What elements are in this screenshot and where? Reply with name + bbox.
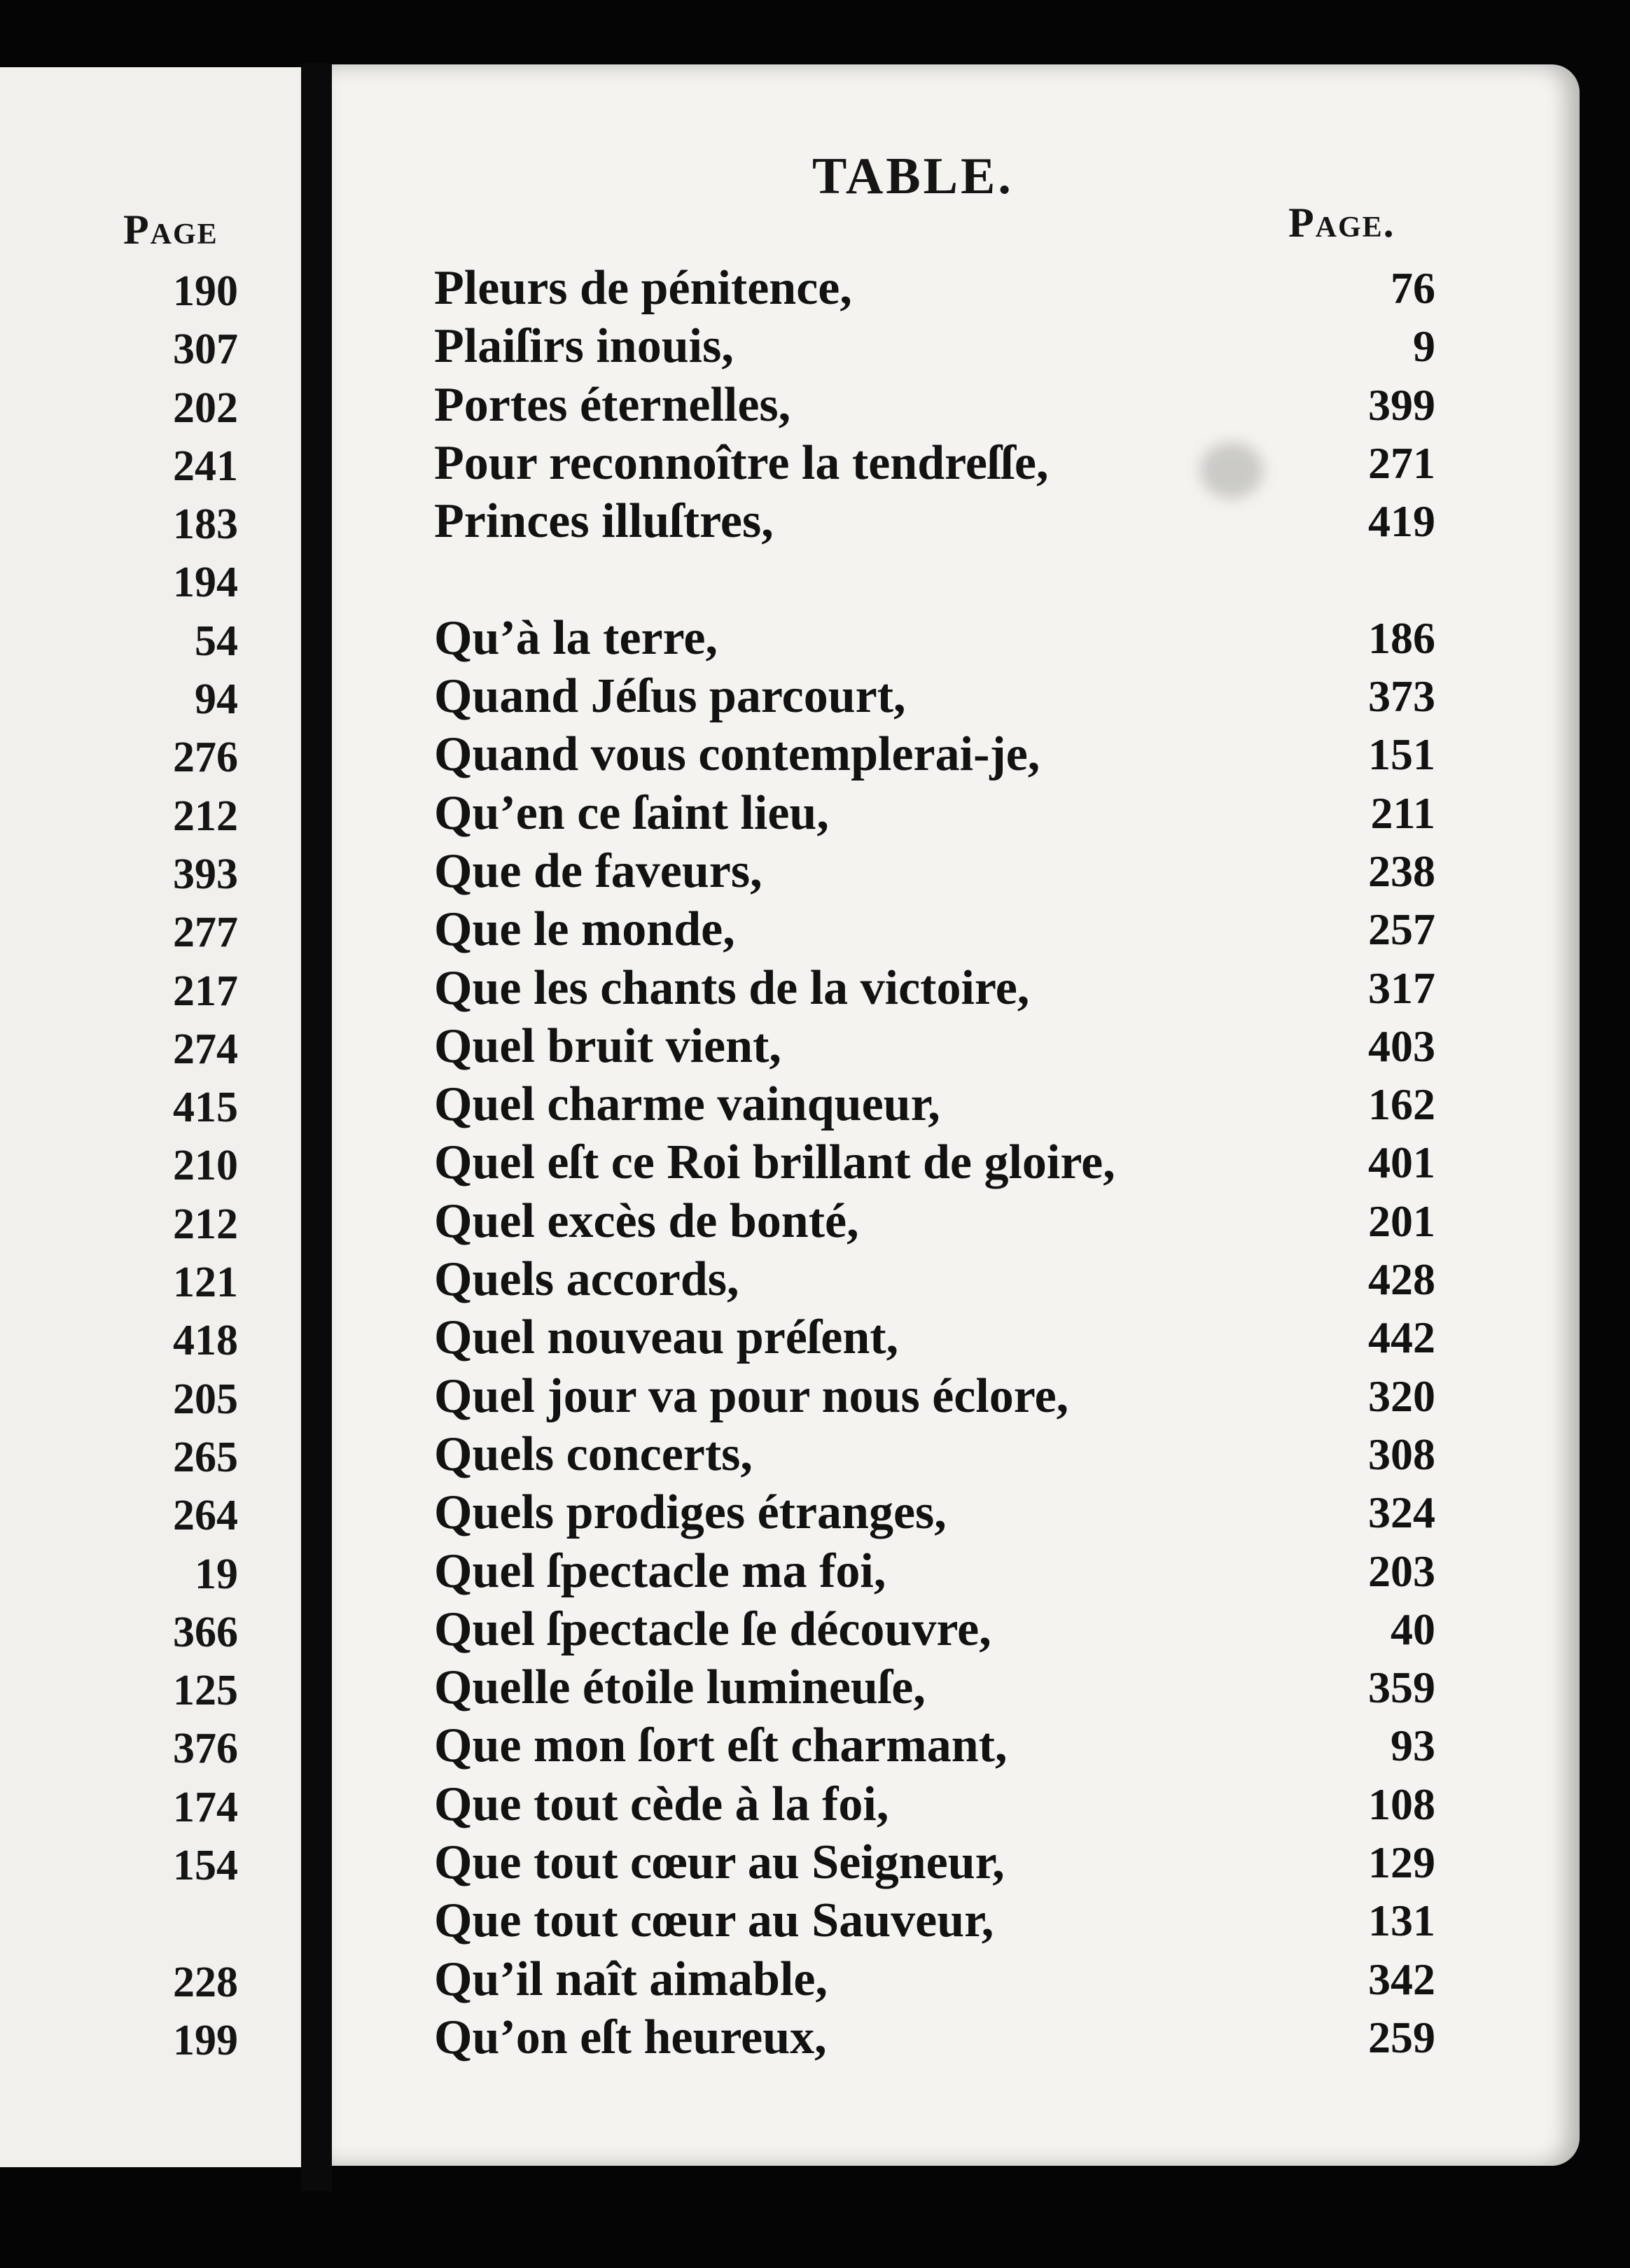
entry-page-number: 211 (1370, 788, 1435, 838)
index-entry (434, 900, 1435, 958)
left-page-number: 217 (173, 967, 238, 1015)
entry-page-number: 131 (1368, 1896, 1435, 1946)
book-gutter (301, 63, 332, 2191)
entry-title: Quels accords, (434, 1252, 739, 1307)
index-entry (434, 842, 1435, 900)
entry-title: Pleurs de pénitence, (434, 261, 852, 315)
entry-page-number: 401 (1368, 1138, 1435, 1188)
left-page-number: 174 (173, 1783, 238, 1831)
left-page-number: 228 (173, 1958, 238, 2006)
left-page-number: 274 (173, 1025, 238, 1073)
left-page-number: 393 (173, 850, 238, 898)
entry-page-number: 259 (1368, 2012, 1435, 2062)
entry-page-number: 403 (1368, 1021, 1435, 1071)
index-entry (434, 609, 1435, 667)
entry-title: Quels prodiges étranges, (434, 1485, 947, 1540)
entry-title: Pour reconnoître la tendreſſe, (434, 435, 1049, 490)
left-page-number: 212 (173, 792, 238, 840)
index-entry (434, 1833, 1435, 1891)
index-entry (434, 317, 1435, 375)
page-title: TABLE. (812, 148, 1014, 205)
left-page-number: 199 (173, 2016, 238, 2064)
entry-title: Que mon ſort eſt charmant, (434, 1718, 1008, 1773)
entry-page-number: 9 (1413, 321, 1435, 372)
index-entry (434, 959, 1435, 1017)
entry-title: Que les chants de la victoire, (434, 960, 1030, 1015)
index-entry (434, 492, 1435, 550)
left-page-number: 125 (173, 1667, 238, 1715)
left-page-number: 210 (173, 1142, 238, 1190)
left-page-number: 205 (173, 1375, 238, 1423)
entry-title: Qu’on eſt heureux, (434, 2010, 827, 2064)
entry-title: Quel ſpectacle ſe découvre, (434, 1602, 991, 1656)
entry-title: Qu’en ce ſaint lieu, (434, 785, 829, 840)
index-entry (434, 434, 1435, 492)
index-entry (434, 1483, 1435, 1541)
left-page-number: 264 (173, 1492, 238, 1540)
index-entry (434, 1658, 1435, 1716)
index-entry (434, 1542, 1435, 1600)
index-entry (434, 1133, 1435, 1191)
entry-title: Quel excès de bonté, (434, 1194, 859, 1248)
left-page-number: 418 (173, 1317, 238, 1365)
left-page-number: 415 (173, 1084, 238, 1132)
left-page-number: 212 (173, 1200, 238, 1248)
left-page-number: 241 (173, 442, 238, 490)
entry-page-number: 428 (1368, 1254, 1435, 1305)
entry-page-number: 419 (1368, 496, 1435, 547)
index-entry (434, 1891, 1435, 1949)
left-page-number: 94 (195, 676, 238, 724)
index-entry (434, 784, 1435, 842)
entry-title: Portes éternelles, (434, 377, 791, 432)
index-entry (434, 667, 1435, 725)
entry-title: Quand vous contemplerai-je, (434, 727, 1040, 782)
entry-page-number: 203 (1368, 1546, 1435, 1596)
entry-page-number: 151 (1368, 729, 1435, 780)
left-page-number: 277 (173, 909, 238, 957)
entry-page-number: 257 (1368, 904, 1435, 955)
left-page-number: 183 (173, 500, 238, 549)
entry-page-number: 40 (1391, 1604, 1435, 1654)
left-page-number: 154 (173, 1842, 238, 1890)
index-entry (434, 1775, 1435, 1833)
entry-title: Que de faveurs, (434, 844, 762, 898)
entry-page-number: 129 (1368, 1837, 1435, 1888)
section-gap (434, 550, 1435, 608)
left-page-number: 194 (173, 559, 238, 607)
entry-title: Quel eſt ce Roi brillant de gloire, (434, 1135, 1115, 1190)
left-page-numbers (70, 262, 238, 2070)
entry-page-number: 76 (1391, 263, 1435, 313)
entry-page-number: 201 (1368, 1196, 1435, 1246)
entry-title: Qu’à la terre, (434, 610, 718, 665)
entry-title: Quel bruit vient, (434, 1018, 781, 1073)
index-entry (434, 1250, 1435, 1308)
index-entry (434, 1192, 1435, 1250)
entry-title: Que le monde, (434, 902, 735, 957)
index-entry (434, 1017, 1435, 1075)
left-page-number: 265 (173, 1433, 238, 1481)
entry-page-number: 320 (1368, 1371, 1435, 1421)
index-entry (434, 1425, 1435, 1483)
entry-title: Quel jour va pour nous éclore, (434, 1368, 1069, 1423)
left-page-number: 276 (173, 734, 238, 782)
entry-page-number: 108 (1368, 1779, 1435, 1829)
entry-title: Que tout cœur au Sauveur, (434, 1893, 994, 1948)
entry-page-number: 93 (1391, 1721, 1435, 1771)
left-page-number: 202 (173, 384, 238, 432)
left-page-number: 54 (195, 617, 238, 665)
left-page-number: 190 (173, 267, 238, 315)
entry-page-number: 342 (1368, 1954, 1435, 2004)
index-entry (434, 1367, 1435, 1425)
left-page-number: 19 (195, 1550, 238, 1598)
entry-page-number: 186 (1368, 612, 1435, 663)
entry-page-number: 238 (1368, 846, 1435, 896)
index-entry (434, 725, 1435, 783)
index-entry (434, 1600, 1435, 1658)
entry-title: Quel charme vainqueur, (434, 1077, 940, 1132)
entry-page-number: 324 (1368, 1488, 1435, 1538)
index-entry (434, 2008, 1435, 2066)
entry-title: Quels concerts, (434, 1427, 753, 1481)
entry-page-number: 442 (1368, 1312, 1435, 1363)
entry-page-number: 308 (1368, 1429, 1435, 1479)
index-entries (434, 259, 1435, 2066)
entry-page-number: 399 (1368, 379, 1435, 430)
entry-title: Princes illuſtres, (434, 494, 774, 549)
entry-page-number: 162 (1368, 1079, 1435, 1130)
index-entry (434, 376, 1435, 434)
entry-title: Quel nouveau préſent, (434, 1310, 899, 1365)
index-entry (434, 1950, 1435, 2008)
left-page-number: 376 (173, 1725, 238, 1773)
entry-title: Quand Jéſus parcourt, (434, 669, 906, 724)
entry-page-number: 359 (1368, 1662, 1435, 1713)
entry-title: Que tout cède à la foi, (434, 1777, 889, 1831)
left-page-number: 366 (173, 1608, 238, 1656)
entry-page-number: 271 (1368, 438, 1435, 488)
entry-title: Plaiſirs inouis, (434, 319, 734, 374)
index-entry (434, 1308, 1435, 1366)
index-entry (434, 1716, 1435, 1774)
entry-page-number: 317 (1368, 962, 1435, 1013)
entry-title: Qu’il naît aimable, (434, 1952, 828, 2006)
entry-page-number: 373 (1368, 671, 1435, 722)
entry-title: Quelle étoile lumineuſe, (434, 1660, 926, 1715)
index-entry (434, 259, 1435, 317)
index-entry (434, 1075, 1435, 1133)
left-page-heading: Page (123, 206, 218, 253)
left-page-number: 307 (173, 326, 238, 374)
entry-title: Quel ſpectacle ma foi, (434, 1544, 886, 1598)
right-page-heading: Page. (1288, 200, 1395, 246)
left-page-number (70, 1895, 238, 1953)
left-page-number: 121 (173, 1259, 238, 1307)
entry-title: Que tout cœur au Seigneur, (434, 1835, 1005, 1890)
